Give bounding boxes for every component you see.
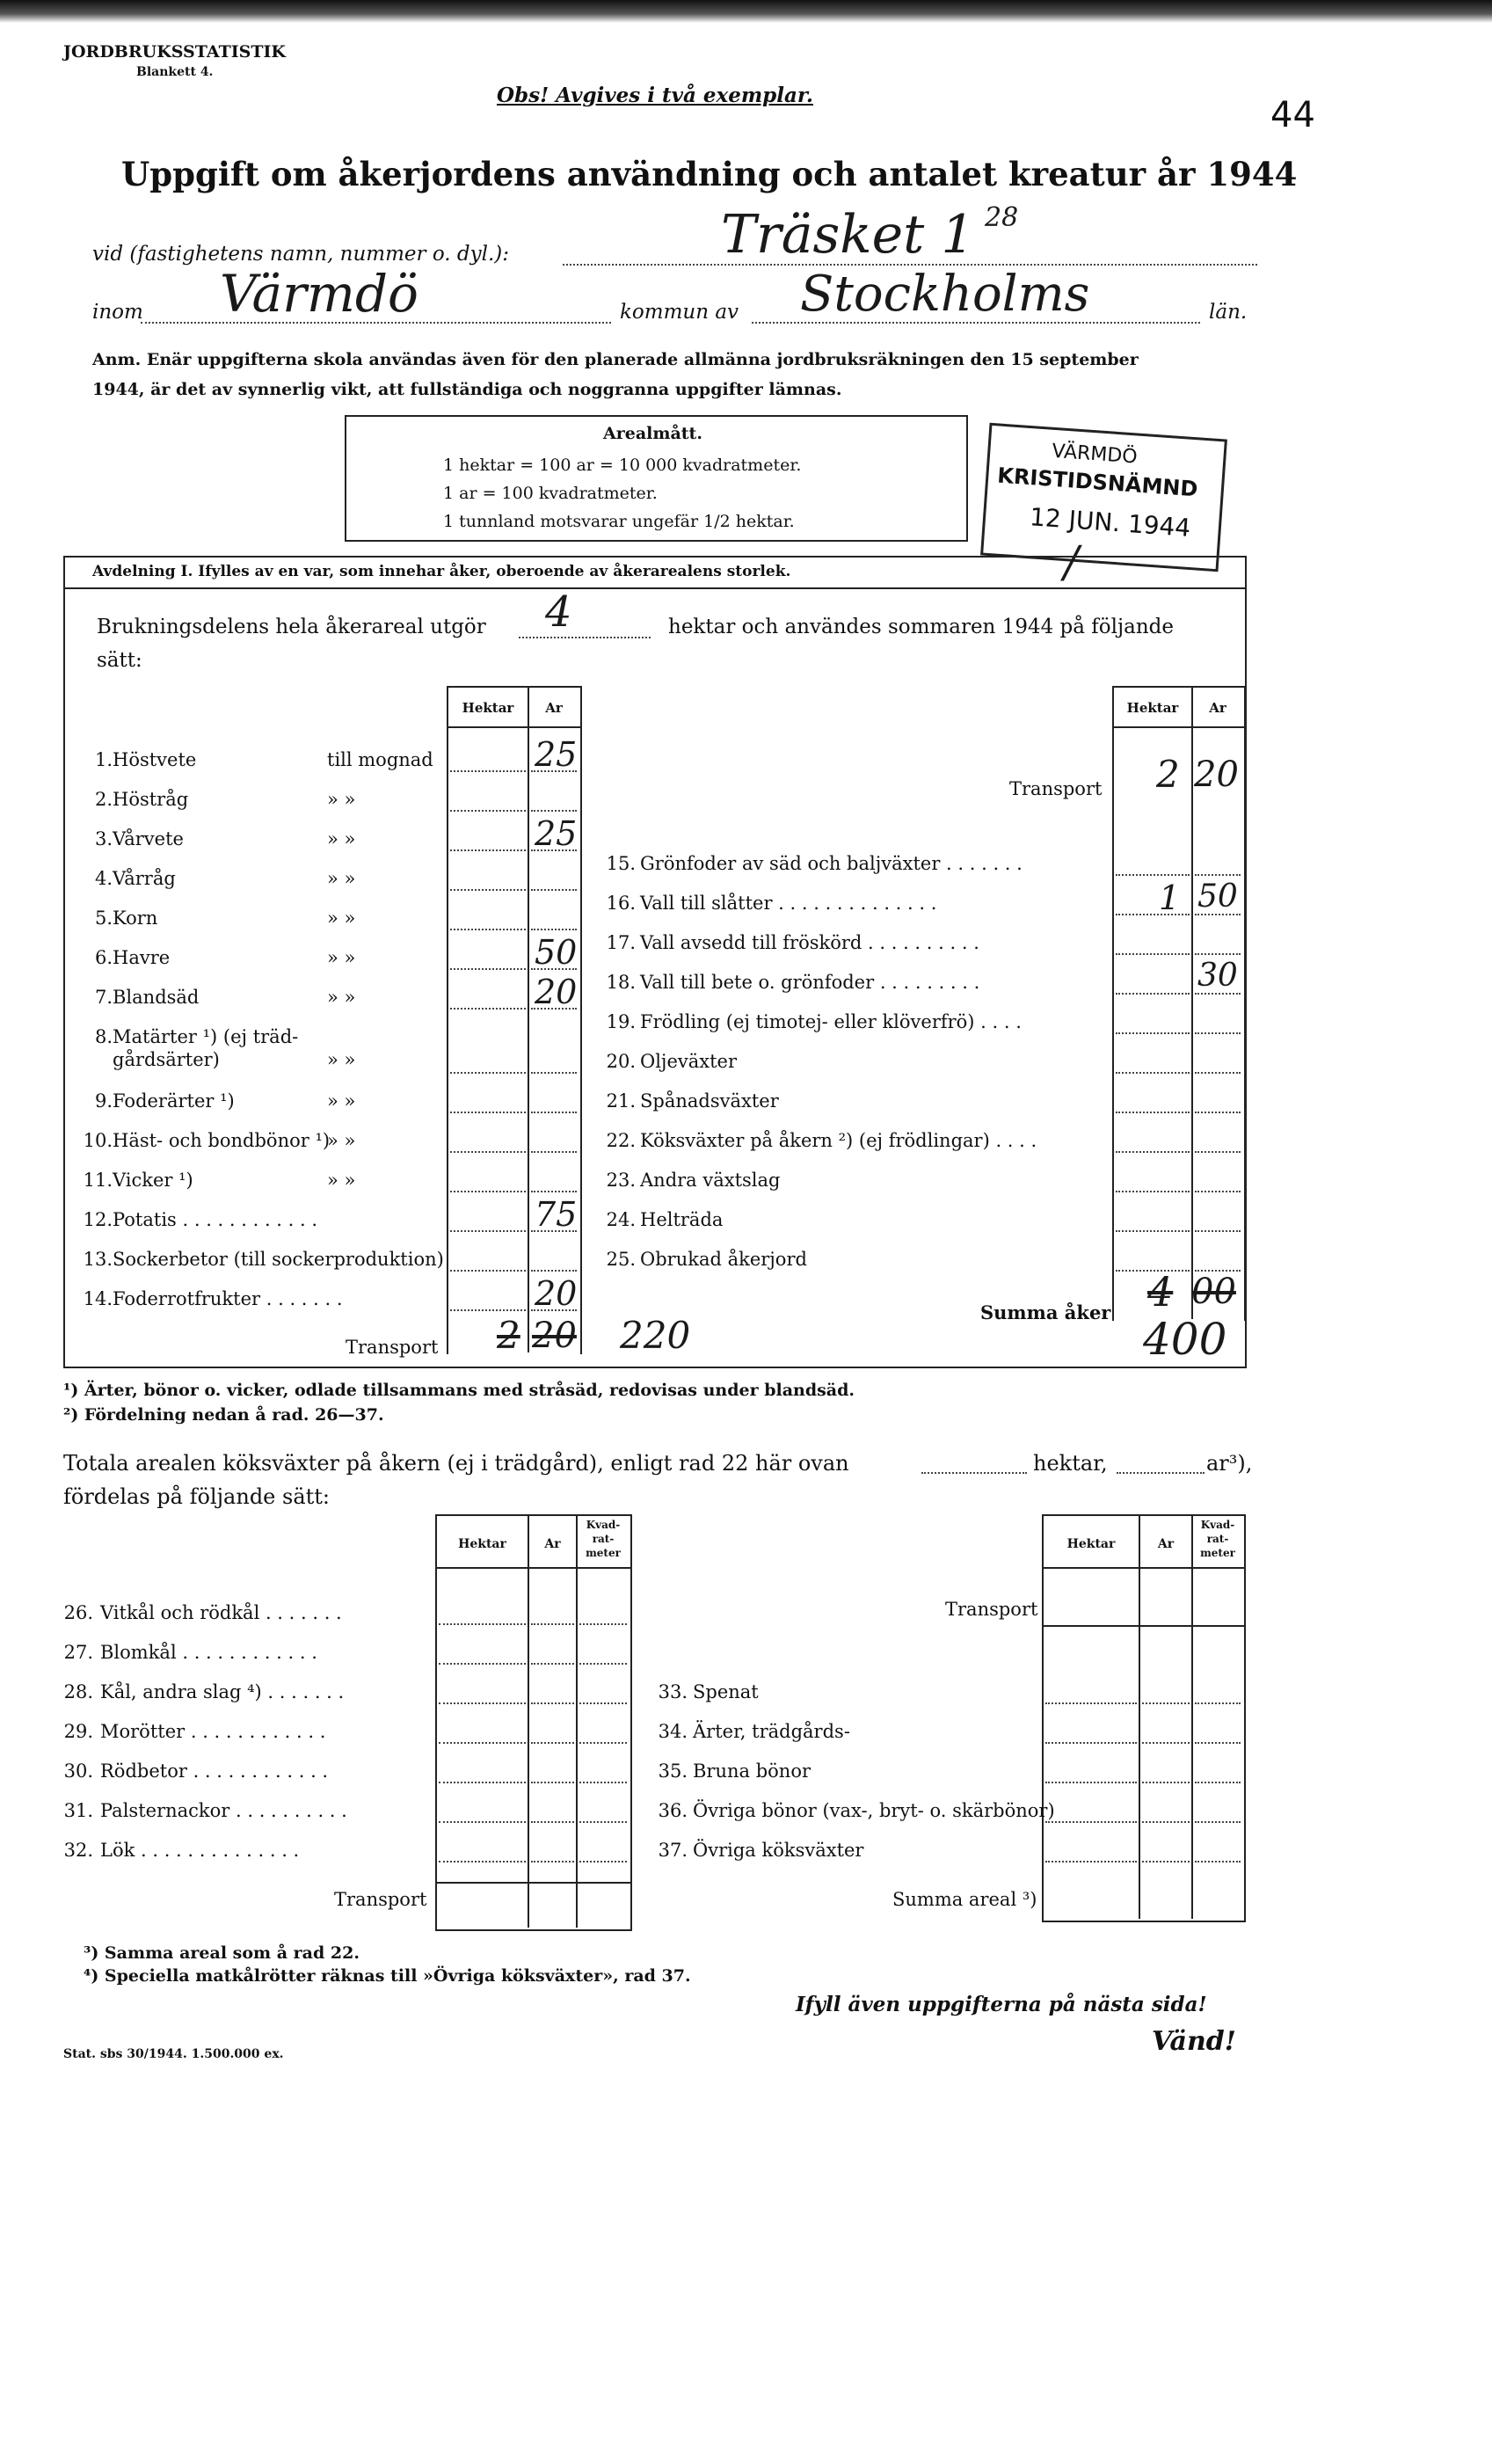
row-number: 9.: [94, 1090, 113, 1112]
veg-ar-line: [531, 1623, 574, 1625]
crop-label: Obrukad åkerjord: [640, 1249, 807, 1270]
veg-ar-line: [531, 1702, 574, 1704]
footnote-2: ²) Fördelning nedan å rad. 26—37.: [63, 1405, 384, 1425]
veg-ar-line: [531, 1742, 574, 1744]
crop-label: Vall avsedd till fröskörd . . . . . . . . . .: [640, 932, 979, 953]
crop-label: Höstråg: [113, 789, 189, 810]
hektar-cell-line: [1116, 1191, 1190, 1192]
veg-hektar-line: [1045, 1821, 1137, 1823]
ar-cell-line: [531, 1270, 577, 1272]
ar-cell-line: [531, 1112, 577, 1113]
veg-hektar-line: [1045, 1702, 1137, 1704]
ar-cell-line: [531, 1191, 577, 1192]
veg-kvm-line: [1195, 1782, 1241, 1783]
row-number: 15.: [606, 853, 636, 874]
property-label: vid (fastighetens namn, nummer o. dyl.):: [92, 243, 510, 266]
row-number: 21.: [606, 1090, 636, 1112]
veg-hektar-line: [439, 1663, 526, 1665]
ar-cell-line: [1195, 1032, 1241, 1034]
row-number: 35.: [658, 1761, 688, 1782]
section2-hektar-label: hektar,: [1033, 1451, 1108, 1476]
left-table-grid: [447, 686, 582, 1354]
veg-hektar-line: [439, 1861, 526, 1863]
row-number: 31.: [63, 1800, 93, 1821]
ar-cell-line: [531, 1151, 577, 1153]
crop-suffix: » »: [327, 1049, 356, 1070]
veg-left-div-2: [576, 1514, 578, 1928]
veg-kvm-line: [1195, 1861, 1241, 1863]
ar-cell-line: [531, 1072, 577, 1074]
section1-intro-b: hektar och användes sommaren 1944 på följande: [668, 616, 1174, 638]
veg-ar-line: [1142, 1782, 1190, 1783]
veg-right-col-kvm: Kvad-rat-meter: [1200, 1519, 1235, 1559]
left-col-divider: [528, 686, 529, 1352]
veg-hektar-line: [1045, 1861, 1137, 1863]
section1-frame: [63, 556, 1247, 1368]
ar-cell-line: [531, 810, 577, 812]
hektar-cell-line: [450, 1112, 526, 1113]
row-number: 4.: [94, 868, 113, 889]
stamp-date: 12 JUN. 1944: [1029, 502, 1192, 543]
left-col-ar: Ar: [545, 700, 563, 716]
crop-suffix: » »: [327, 987, 356, 1008]
areal-box: [345, 415, 968, 542]
row-number: 14.: [83, 1288, 113, 1309]
crop-label: Vicker ¹): [113, 1170, 193, 1191]
right-col-ar: Ar: [1209, 700, 1226, 716]
veg-kvm-line: [579, 1702, 627, 1704]
hektar-cell-line: [1116, 1230, 1190, 1232]
left-hdr-rule: [447, 726, 580, 728]
row-number: 18.: [606, 972, 636, 993]
hektar-cell-line: [1116, 1112, 1190, 1113]
row-number: 17.: [606, 932, 636, 953]
crop-suffix: » »: [327, 908, 356, 929]
summa-aker-label: Summa åker: [980, 1301, 1111, 1323]
veg-left-col-kvm: Kvad-rat-meter: [586, 1519, 621, 1559]
veg-label: Palsternackor . . . . . . . . . .: [100, 1800, 347, 1821]
section1-intro-c: sätt:: [97, 649, 142, 672]
veg-right-transport: Transport: [945, 1599, 1038, 1620]
crop-label: Sockerbetor (till sockerproduktion): [113, 1249, 444, 1270]
copies-notice: Obs! Avgives i två exemplar.: [497, 84, 813, 107]
hektar-cell-line: [450, 1191, 526, 1192]
hektar-cell-line: [450, 810, 526, 812]
section2-intro-b: fördelas på följande sätt:: [63, 1484, 331, 1509]
ar-value[interactable]: 75: [535, 1195, 578, 1234]
areal-line-3: 1 tunnland motsvarar ungefär 1/2 hektar.: [443, 512, 795, 531]
ar-cell-line: [1195, 1191, 1241, 1192]
areal-line-1: 1 hektar = 100 ar = 10 000 kvadratmeter.: [443, 456, 802, 475]
veg-kvm-line: [1195, 1742, 1241, 1744]
row-number: 5.: [94, 908, 113, 929]
hektar-cell-line: [450, 968, 526, 970]
row-number: 30.: [63, 1761, 93, 1782]
veg-label: Spenat: [693, 1681, 759, 1702]
row-number: 3.: [94, 828, 113, 849]
right-col-hektar: Hektar: [1126, 700, 1179, 716]
stamp-line-2: KRISTIDSNÄMND: [996, 463, 1199, 502]
crop-label: Korn: [113, 908, 158, 929]
note-line-1: Anm. Enär uppgifterna skola användas även för den planerade allmänna jordbruksräkningen den 15 september: [92, 350, 1139, 369]
veg-left-col-ar: Ar: [544, 1537, 561, 1551]
hektar-cell-line: [1116, 993, 1190, 995]
ar-cell-line: [531, 929, 577, 930]
property-value-sup: 28: [985, 202, 1019, 233]
ar-cell-line: [531, 889, 577, 891]
row-number: 10.: [83, 1130, 113, 1151]
section1-intro-a: Brukningsdelens hela åkerareal utgör: [97, 616, 486, 638]
left-transport-hektar[interactable]: 2: [497, 1314, 520, 1357]
row-number: 13.: [83, 1249, 113, 1270]
veg-hektar-line: [439, 1742, 526, 1744]
ar-value[interactable]: 20: [535, 1274, 578, 1313]
veg-label: Bruna bönor: [693, 1761, 812, 1782]
veg-ar-line: [1142, 1821, 1190, 1823]
right-hdr-rule: [1112, 726, 1244, 728]
row-number: 11.: [83, 1170, 113, 1191]
veg-kvm-line: [579, 1782, 627, 1783]
veg-right-hdr-rule: [1042, 1567, 1244, 1569]
crop-suffix: » »: [327, 868, 356, 889]
row-number: 2.: [94, 789, 113, 810]
crop-label: Andra växtslag: [640, 1170, 781, 1191]
row-number: 24.: [606, 1209, 636, 1230]
footnote-3: ³) Samma areal som å rad 22.: [84, 1943, 360, 1963]
row-number: 36.: [658, 1800, 688, 1821]
row-number: 12.: [83, 1209, 113, 1230]
property-value[interactable]: Träsket 1: [721, 204, 975, 266]
veg-right-transport-rule: [1042, 1625, 1244, 1627]
veg-left-col-hektar: Hektar: [458, 1537, 506, 1551]
row-number: 23.: [606, 1170, 636, 1191]
ar-value[interactable]: 30: [1197, 958, 1238, 994]
ar-cell-line: [1195, 1072, 1241, 1074]
veg-left-transport: Transport: [334, 1889, 427, 1910]
crop-label: Vall till bete o. grönfoder . . . . . . . . .: [640, 972, 980, 993]
areal-line-2: 1 ar = 100 kvadratmeter.: [443, 484, 658, 503]
veg-left-div-1: [528, 1514, 529, 1928]
section2-hektar-line: [921, 1472, 1027, 1474]
hektar-cell-line: [450, 1309, 526, 1311]
veg-label: Lök . . . . . . . . . . . . . .: [100, 1840, 300, 1861]
hektar-value[interactable]: 1: [1159, 878, 1181, 917]
hektar-cell-line: [450, 1151, 526, 1153]
veg-left-grid: [435, 1514, 632, 1931]
ar-value[interactable]: 50: [1197, 878, 1238, 915]
crop-label: Havre: [113, 947, 171, 968]
row-number: 16.: [606, 893, 636, 914]
veg-label: Kål, andra slag ⁴) . . . . . . .: [100, 1681, 345, 1702]
row-number: 22.: [606, 1130, 636, 1151]
veg-ar-line: [531, 1821, 574, 1823]
stamp-mark: /: [1064, 536, 1079, 587]
left-col-hektar: Hektar: [462, 700, 514, 716]
section2-ar-label: ar³),: [1206, 1451, 1253, 1476]
row-number: 33.: [658, 1681, 688, 1702]
intro-area-line: [519, 637, 651, 638]
crop-label: Spånadsväxter: [640, 1090, 779, 1112]
row-number: 27.: [63, 1642, 93, 1663]
hektar-cell-line: [450, 1008, 526, 1010]
crop-suffix: till mognad: [327, 749, 433, 770]
crop-label: Grönfoder av säd och baljväxter . . . . . . .: [640, 853, 1023, 874]
ar-value[interactable]: 25: [535, 814, 578, 853]
lan-label: län.: [1209, 301, 1248, 324]
row-number: 19.: [606, 1011, 636, 1032]
veg-ar-line: [531, 1663, 574, 1665]
veg-label: Övriga köksväxter: [693, 1840, 864, 1861]
veg-label: Vitkål och rödkål . . . . . . .: [100, 1602, 342, 1623]
hektar-cell-line: [1116, 953, 1190, 955]
section1-heading-rule: [63, 587, 1246, 589]
veg-right-col-ar: Ar: [1157, 1537, 1175, 1551]
areal-title: Arealmått.: [603, 424, 702, 443]
veg-ar-line: [531, 1782, 574, 1783]
row-number: 34.: [658, 1721, 688, 1742]
crop-label-cont: gårdsärter): [113, 1049, 220, 1070]
ar-value[interactable]: 50: [535, 933, 578, 972]
right-transport-ar[interactable]: 20: [1194, 755, 1239, 795]
veg-hektar-line: [1045, 1742, 1137, 1744]
crop-label: Blandsäd: [113, 987, 200, 1008]
section2-ar-line: [1117, 1472, 1205, 1474]
veg-left-transport-rule: [435, 1882, 630, 1884]
form-number: Blankett 4.: [136, 65, 214, 79]
veg-ar-line: [1142, 1742, 1190, 1744]
veg-ar-line: [531, 1861, 574, 1863]
ar-cell-line: [1195, 1151, 1241, 1153]
fill-next-page: Ifyll även uppgifterna på nästa sida!: [796, 1993, 1207, 2016]
inom-label: inom: [92, 301, 143, 324]
veg-hektar-line: [1045, 1782, 1137, 1783]
veg-ar-line: [1142, 1702, 1190, 1704]
ar-value[interactable]: 25: [535, 735, 578, 774]
row-number: 32.: [63, 1840, 93, 1861]
left-transport-ar[interactable]: 20: [532, 1316, 577, 1356]
ar-cell-line: [1195, 953, 1241, 955]
hektar-cell-line: [1116, 1151, 1190, 1153]
turn-page: Vänd!: [1152, 2026, 1236, 2057]
veg-right-div-2: [1191, 1514, 1193, 1919]
hektar-cell-line: [1116, 874, 1190, 876]
footnote-1: ¹) Ärter, bönor o. vicker, odlade tillsammans med stråsäd, redovisas under blandsäd.: [63, 1381, 855, 1400]
hektar-cell-line: [1116, 1072, 1190, 1074]
crop-label: Potatis . . . . . . . . . . . .: [113, 1209, 318, 1230]
veg-right-col-hektar: Hektar: [1066, 1537, 1116, 1551]
stamp-line-1: VÄRMDÖ: [1051, 440, 1139, 469]
ar-cell-line: [1195, 1112, 1241, 1113]
right-transport-hektar[interactable]: 2: [1156, 753, 1180, 796]
official-stamp: [980, 423, 1227, 572]
crop-label: Foderrotfrukter . . . . . . .: [113, 1288, 343, 1309]
print-info: Stat. sbs 30/1944. 1.500.000 ex.: [63, 2047, 284, 2061]
kommun-label: kommun av: [620, 301, 739, 324]
crop-suffix: » »: [327, 1170, 356, 1191]
section2-intro-a: Totala arealen köksväxter på åkern (ej i trädgård), enligt rad 22 här ovan: [63, 1451, 849, 1476]
veg-kvm-line: [579, 1821, 627, 1823]
row-number: 8.: [94, 1026, 113, 1047]
hektar-cell-line: [450, 1230, 526, 1232]
section1-heading: Avdelning I. Ifylles av en var, som innehar åker, oberoende av åkerarealens storlek.: [92, 563, 791, 580]
veg-kvm-line: [579, 1623, 627, 1625]
summa-aker-ar[interactable]: 00: [1191, 1272, 1236, 1312]
page-number: 44: [1270, 95, 1315, 135]
veg-label: Ärter, trädgårds-: [693, 1721, 850, 1742]
left-transport-extra[interactable]: 220: [620, 1314, 691, 1357]
crop-suffix: » »: [327, 1090, 356, 1112]
veg-ar-line: [1142, 1861, 1190, 1863]
scan-edge: [0, 0, 1492, 23]
crop-label: Matärter ¹) (ej träd-: [113, 1026, 299, 1047]
kommun-value[interactable]: Stockholms: [800, 266, 1090, 323]
veg-kvm-line: [1195, 1821, 1241, 1823]
veg-kvm-line: [1195, 1702, 1241, 1704]
hektar-cell-line: [450, 889, 526, 891]
row-number: 7.: [94, 987, 113, 1008]
row-number: 26.: [63, 1602, 93, 1623]
crop-label: Vall till slåtter . . . . . . . . . . . . . .: [640, 893, 937, 914]
veg-label: Blomkål . . . . . . . . . . . .: [100, 1642, 317, 1663]
crop-label: Köksväxter på åkern ²) (ej frödlingar) . . . .: [640, 1130, 1037, 1151]
veg-kvm-line: [579, 1663, 627, 1665]
veg-kvm-line: [579, 1861, 627, 1863]
veg-hektar-line: [439, 1821, 526, 1823]
crop-label: Foderärter ¹): [113, 1090, 235, 1112]
hektar-cell-line: [450, 1072, 526, 1074]
summa-aker-extra[interactable]: 400: [1143, 1314, 1227, 1365]
crop-label: Vårråg: [113, 868, 176, 889]
inom-value[interactable]: Värmdö: [220, 264, 418, 324]
hektar-cell-line: [450, 929, 526, 930]
row-number: 29.: [63, 1721, 93, 1742]
veg-hektar-line: [439, 1702, 526, 1704]
row-number: 28.: [63, 1681, 93, 1702]
page-title: Uppgift om åkerjordens användning och antalet kreatur år 1944: [121, 155, 1298, 193]
hektar-cell-line: [1116, 1032, 1190, 1034]
veg-kvm-line: [579, 1742, 627, 1744]
right-col-divider: [1191, 686, 1193, 1319]
intro-area-value[interactable]: 4: [545, 587, 572, 637]
hektar-cell-line: [450, 849, 526, 851]
crop-suffix: » »: [327, 1130, 356, 1151]
crop-suffix: » »: [327, 947, 356, 968]
note-line-2: 1944, är det av synnerlig vikt, att fullständiga och noggranna uppgifter lämnas.: [92, 380, 842, 399]
summa-aker-hektar[interactable]: 4: [1147, 1268, 1174, 1316]
veg-right-div-1: [1139, 1514, 1140, 1919]
veg-hektar-line: [439, 1623, 526, 1625]
hektar-cell-line: [450, 770, 526, 772]
row-number: 1.: [94, 749, 113, 770]
crop-label: Häst- och bondbönor ¹): [113, 1130, 331, 1151]
row-number: 6.: [94, 947, 113, 968]
veg-label: Övriga bönor (vax-, bryt- o. skärbönor): [693, 1800, 1055, 1821]
row-number: 25.: [606, 1249, 636, 1270]
veg-hektar-line: [439, 1782, 526, 1783]
row-number: 20.: [606, 1051, 636, 1072]
ar-cell-line: [1195, 874, 1241, 876]
crop-label: Vårvete: [113, 828, 184, 849]
crop-label: Helträda: [640, 1209, 724, 1230]
crop-label: Oljeväxter: [640, 1051, 738, 1072]
veg-label: Rödbetor . . . . . . . . . . . .: [100, 1761, 329, 1782]
crop-label: Höstvete: [113, 749, 197, 770]
veg-label: Morötter . . . . . . . . . . . .: [100, 1721, 326, 1742]
ar-value[interactable]: 20: [535, 973, 578, 1011]
hektar-cell-line: [450, 1270, 526, 1272]
agency-label: JORDBRUKSSTATISTIK: [63, 42, 286, 62]
crop-suffix: » »: [327, 828, 356, 849]
right-transport-label: Transport: [1009, 778, 1103, 799]
veg-left-hdr-rule: [435, 1567, 630, 1569]
crop-label: Frödling (ej timotej- eller klöverfrö) . . . .: [640, 1011, 1022, 1032]
ar-cell-line: [1195, 1230, 1241, 1232]
row-number: 37.: [658, 1840, 688, 1861]
veg-summa-areal: Summa areal ³): [892, 1889, 1037, 1910]
left-transport-label: Transport: [346, 1337, 439, 1358]
crop-suffix: » »: [327, 789, 356, 810]
footnote-4: ⁴) Speciella matkålrötter räknas till »Övriga köksväxter», rad 37.: [84, 1966, 691, 1986]
